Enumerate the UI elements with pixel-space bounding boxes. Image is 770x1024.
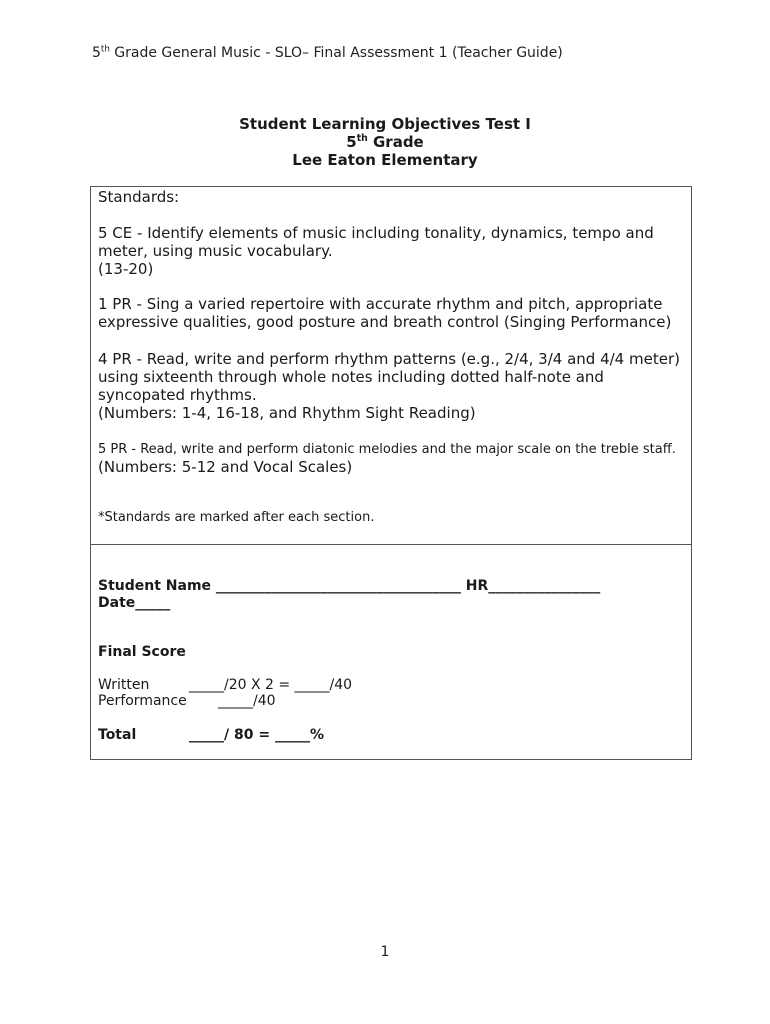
final-score-heading: Final Score (98, 644, 186, 660)
page-header: 5th Grade General Music - SLO– Final Assessment 1 (Teacher Guide) (92, 44, 563, 61)
standards-note: *Standards are marked after each section. (98, 510, 375, 525)
section-divider (91, 544, 691, 545)
performance-value: _____/40 (218, 693, 276, 709)
student-name-field[interactable]: Student Name ___________________________________ HR________________ (98, 578, 601, 594)
standard-5pr: 5 PR - Read, write and perform diatonic melodies and the major scale on the treble staff. (Numbers: 5-12 and Vocal Scales) (98, 442, 676, 476)
written-label: Written (98, 677, 150, 693)
title-line-1: Student Learning Objectives Test I (239, 115, 531, 133)
total-score-row (98, 727, 324, 743)
performance-label: Performance (98, 693, 187, 709)
assessment-box (90, 186, 692, 760)
title-line-3: Lee Eaton Elementary (292, 151, 478, 169)
page-number: 1 (380, 944, 390, 960)
written-value: _____/20 X 2 = _____/40 (189, 677, 353, 693)
written-score-row (98, 677, 353, 693)
standard-1pr: 1 PR - Sing a varied repertoire with accurate rhythm and pitch, appropriate expressive qualities, good posture and breath control (Singing Performance) (98, 295, 672, 331)
performance-score-row (98, 693, 276, 709)
title-line-2: 5th Grade (346, 133, 424, 151)
document-title (0, 115, 770, 169)
standards-heading: Standards: (98, 188, 180, 206)
standard-4pr: 4 PR - Read, write and perform rhythm patterns (e.g., 2/4, 3/4 and 4/4 meter) using sixteenth through whole notes including dotted half-note and syncopated rhythms. (Numbers: 1-4, 16-18, and Rhythm Sight Reading) (98, 350, 680, 422)
total-label: Total (98, 727, 137, 743)
standard-5ce: 5 CE - Identify elements of music including tonality, dynamics, tempo and meter, using music vocabulary. (13-20) (98, 224, 654, 278)
total-value: _____/ 80 = _____% (189, 727, 324, 743)
date-field[interactable]: Date_____ (98, 595, 171, 611)
